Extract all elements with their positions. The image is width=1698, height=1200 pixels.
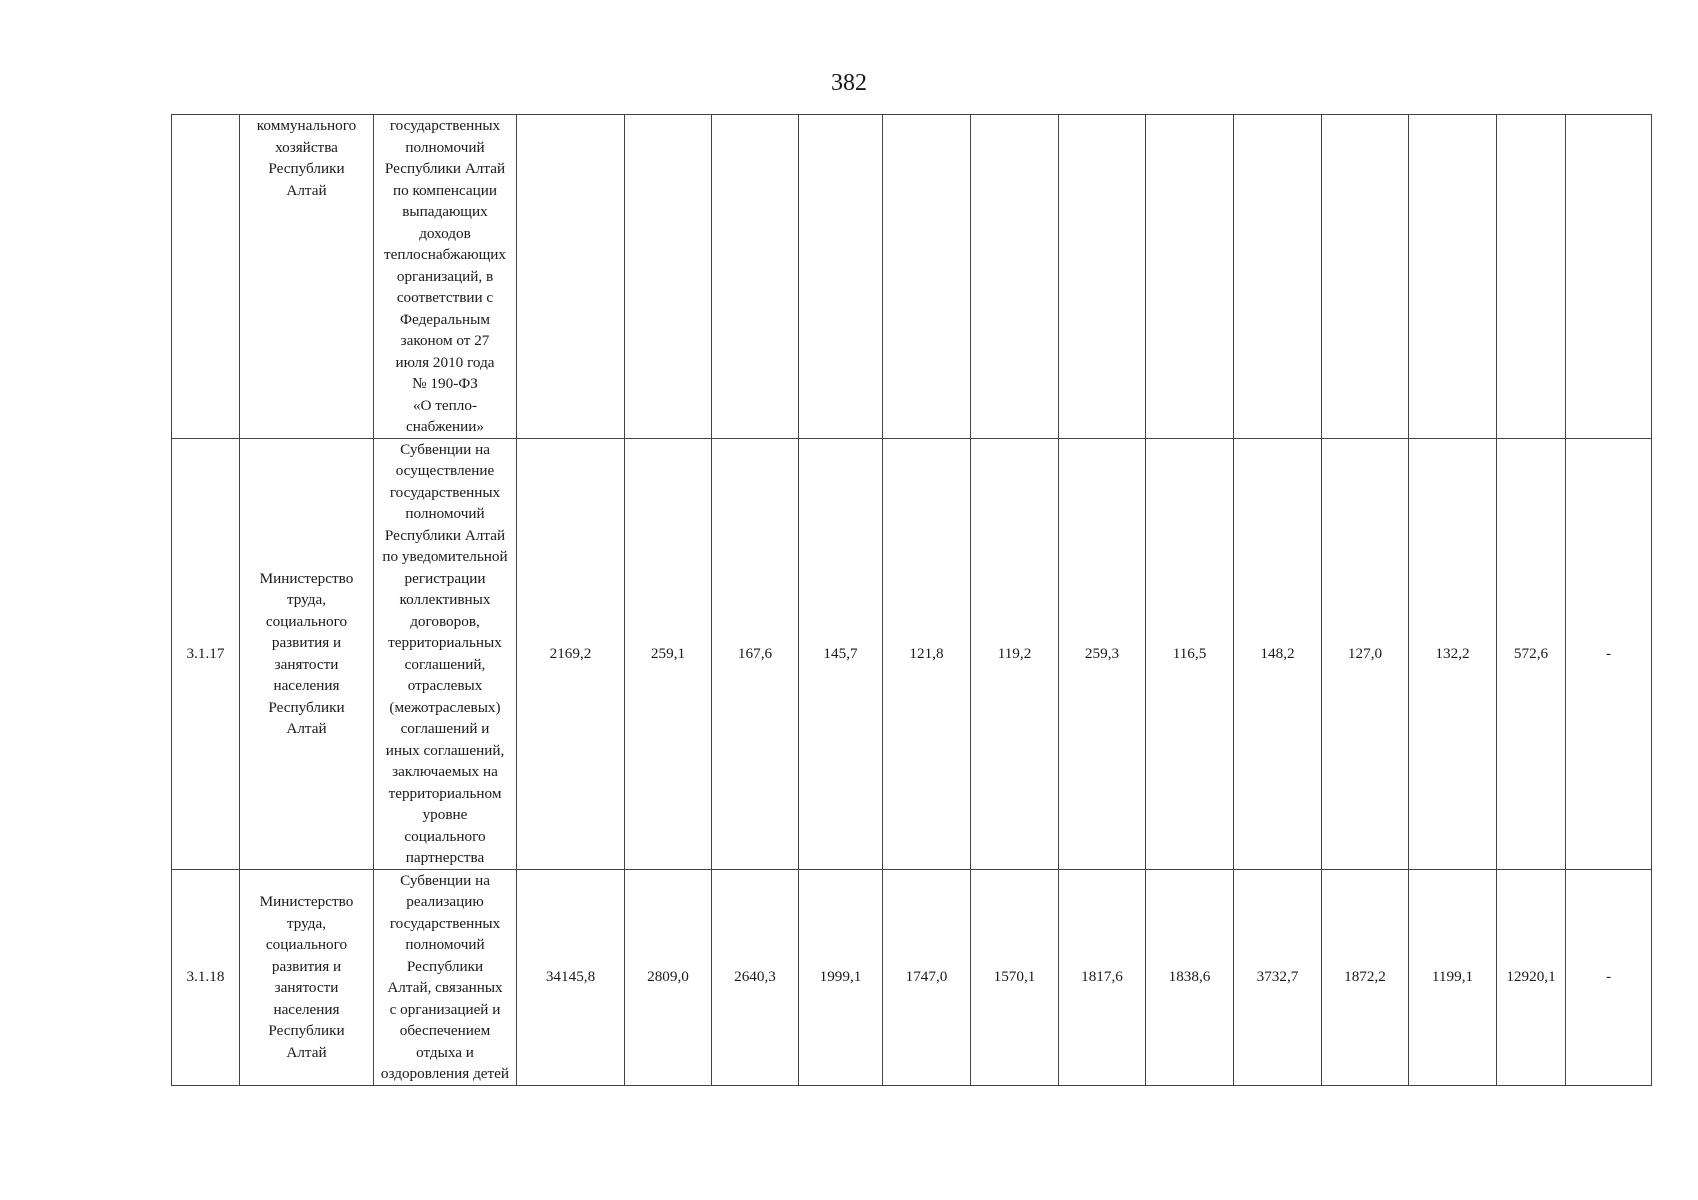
value-cell: 121,8	[883, 438, 971, 869]
value-cell: 572,6	[1497, 438, 1566, 869]
value-cell: 1570,1	[971, 869, 1059, 1085]
value-cell: 145,7	[799, 438, 883, 869]
value-cell	[799, 115, 883, 439]
description-cell: Субвенции на реализацию государственных полномочий Республики Алтай, связанных с организацией и обеспечением отдыха и оздоровления детей	[374, 869, 517, 1085]
value-cell	[1234, 115, 1322, 439]
row-number-cell: 3.1.17	[172, 438, 240, 869]
value-cell: 12920,1	[1497, 869, 1566, 1085]
value-cell: 2640,3	[712, 869, 799, 1085]
value-cell: 34145,8	[517, 869, 625, 1085]
value-cell	[971, 115, 1059, 439]
department-cell: Министерство труда, социального развития и занятости населения Республики Алтай	[240, 869, 374, 1085]
row-number-cell	[172, 115, 240, 439]
value-cell: 1199,1	[1409, 869, 1497, 1085]
value-cell: 2809,0	[625, 869, 712, 1085]
value-cell: 3732,7	[1234, 869, 1322, 1085]
department-cell: коммунального хозяйства Республики Алтай	[240, 115, 374, 439]
description-cell: государственных полномочий Республики Алтай по компенсации выпадающих доходов теплоснабжающих организаций, в соответствии с Федеральным законом от 27 июля 2010 года № 190-ФЗ «О тепло- снабжении»	[374, 115, 517, 439]
value-cell: 259,3	[1059, 438, 1146, 869]
value-cell	[1059, 115, 1146, 439]
value-cell	[517, 115, 625, 439]
value-cell	[1497, 115, 1566, 439]
value-cell: 1838,6	[1146, 869, 1234, 1085]
value-cell: -	[1566, 869, 1652, 1085]
value-cell: 1999,1	[799, 869, 883, 1085]
table-body	[172, 115, 1652, 1086]
value-cell: 1817,6	[1059, 869, 1146, 1085]
value-cell	[712, 115, 799, 439]
page-number: 382	[831, 70, 867, 96]
value-cell: 132,2	[1409, 438, 1497, 869]
budget-table	[171, 114, 1652, 1086]
value-cell	[1146, 115, 1234, 439]
value-cell: 119,2	[971, 438, 1059, 869]
value-cell: 148,2	[1234, 438, 1322, 869]
value-cell: 259,1	[625, 438, 712, 869]
table-row	[172, 115, 1652, 439]
value-cell: 116,5	[1146, 438, 1234, 869]
table-row	[172, 869, 1652, 1085]
value-cell: 1747,0	[883, 869, 971, 1085]
value-cell	[625, 115, 712, 439]
value-cell	[883, 115, 971, 439]
row-number-cell: 3.1.18	[172, 869, 240, 1085]
description-cell: Субвенции на осуществление государственных полномочий Республики Алтай по уведомительной регистрации коллективных договоров, территориальных соглашений, отраслевых (межотраслевых) соглашений и иных соглашений, заключаемых на территориальном уровне социального партнерства	[374, 438, 517, 869]
value-cell	[1322, 115, 1409, 439]
value-cell	[1409, 115, 1497, 439]
value-cell: 167,6	[712, 438, 799, 869]
value-cell: -	[1566, 438, 1652, 869]
value-cell: 2169,2	[517, 438, 625, 869]
value-cell	[1566, 115, 1652, 439]
table-row	[172, 438, 1652, 869]
value-cell: 127,0	[1322, 438, 1409, 869]
department-cell: Министерство труда, социального развития и занятости населения Республики Алтай	[240, 438, 374, 869]
value-cell: 1872,2	[1322, 869, 1409, 1085]
